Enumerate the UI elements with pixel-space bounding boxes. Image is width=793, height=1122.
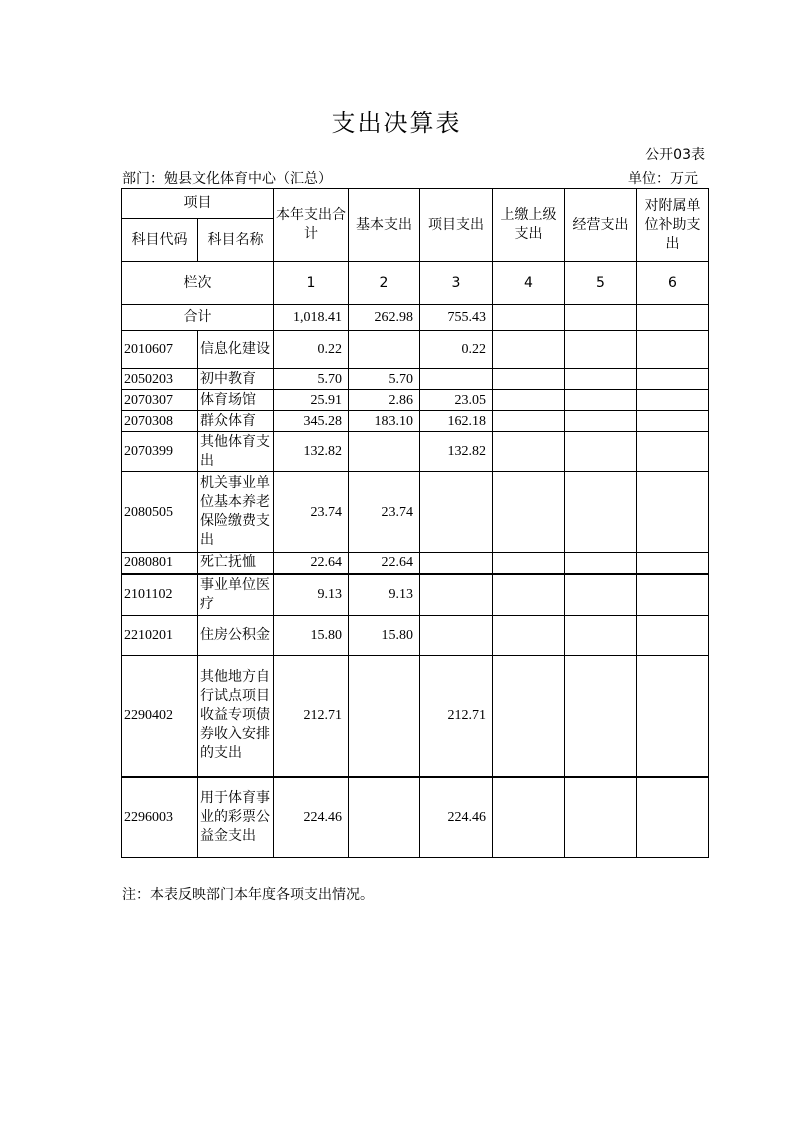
total-row (122, 305, 709, 331)
table-row (122, 574, 709, 616)
col-index-6: 6 (637, 262, 709, 305)
row-c2 (349, 331, 420, 369)
row-c4 (493, 616, 565, 656)
row-c4 (493, 432, 565, 472)
row-c4 (493, 574, 565, 616)
row-code: 2080505 (122, 472, 198, 553)
page-title: 支出决算表 (331, 109, 462, 137)
header-col3: 项目支出 (420, 189, 493, 262)
row-c4 (493, 331, 565, 369)
col-index-5: 5 (565, 262, 637, 305)
total-c4 (493, 305, 565, 331)
table-row (122, 777, 709, 858)
row-c5 (565, 369, 637, 390)
total-c6 (637, 305, 709, 331)
row-name: 用于体育事业的彩票公益金支出 (198, 777, 274, 858)
header-item: 项目 (122, 189, 274, 219)
row-c5 (565, 331, 637, 369)
row-code: 2210201 (122, 616, 198, 656)
total-label: 合计 (122, 305, 274, 331)
row-c5 (565, 656, 637, 777)
row-name: 住房公积金 (198, 616, 274, 656)
col-index-2: 2 (349, 262, 420, 305)
row-c2: 5.70 (349, 369, 420, 390)
table-row (122, 369, 709, 390)
row-c3: 212.71 (420, 656, 493, 777)
row-c3: 224.46 (420, 777, 493, 858)
row-code: 2070308 (122, 411, 198, 432)
header-col5: 经营支出 (565, 189, 637, 262)
row-c3 (420, 616, 493, 656)
row-c5 (565, 432, 637, 472)
row-name: 事业单位医疗 (198, 574, 274, 616)
unit-label: 单位：万元 (628, 171, 698, 187)
row-c2: 183.10 (349, 411, 420, 432)
row-name: 信息化建设 (198, 331, 274, 369)
row-c3 (420, 472, 493, 553)
row-c6 (637, 411, 709, 432)
row-c4 (493, 472, 565, 553)
row-c3 (420, 574, 493, 616)
total-c1: 1,018.41 (274, 305, 349, 331)
row-c3: 0.22 (420, 331, 493, 369)
row-c4 (493, 656, 565, 777)
total-c3: 755.43 (420, 305, 493, 331)
row-name: 体育场馆 (198, 390, 274, 411)
row-c4 (493, 411, 565, 432)
row-c5 (565, 777, 637, 858)
expenditure-table (121, 188, 709, 858)
row-c3 (420, 369, 493, 390)
header-col4: 上缴上级支出 (493, 189, 565, 262)
row-c6 (637, 777, 709, 858)
row-code: 2070307 (122, 390, 198, 411)
row-c5 (565, 390, 637, 411)
row-c3 (420, 553, 493, 574)
row-c5 (565, 472, 637, 553)
row-c2: 15.80 (349, 616, 420, 656)
row-c4 (493, 390, 565, 411)
row-c1: 22.64 (274, 553, 349, 574)
header-name: 科目名称 (198, 219, 274, 262)
form-number: 公开03表 (645, 147, 705, 163)
row-c6 (637, 472, 709, 553)
row-code: 2050203 (122, 369, 198, 390)
row-c2: 2.86 (349, 390, 420, 411)
total-c2: 262.98 (349, 305, 420, 331)
row-c5 (565, 574, 637, 616)
row-code: 2010607 (122, 331, 198, 369)
row-c2 (349, 656, 420, 777)
row-c1: 224.46 (274, 777, 349, 858)
table-row (122, 331, 709, 369)
row-code: 2290402 (122, 656, 198, 777)
row-c2: 23.74 (349, 472, 420, 553)
row-c2 (349, 777, 420, 858)
row-name: 其他地方自行试点项目收益专项债券收入安排的支出 (198, 656, 274, 777)
row-name: 初中教育 (198, 369, 274, 390)
table-row (122, 553, 709, 574)
row-c1: 132.82 (274, 432, 349, 472)
row-code: 2080801 (122, 553, 198, 574)
row-code: 2296003 (122, 777, 198, 858)
row-c6 (637, 553, 709, 574)
header-col6: 对附属单位补助支出 (637, 189, 709, 262)
row-c6 (637, 616, 709, 656)
row-index-label: 栏次 (122, 262, 274, 305)
row-c1: 5.70 (274, 369, 349, 390)
table-row (122, 432, 709, 472)
row-c4 (493, 777, 565, 858)
row-c5 (565, 411, 637, 432)
header-col1: 本年支出合计 (274, 189, 349, 262)
row-c5 (565, 616, 637, 656)
department-label: 部门：勉县文化体育中心（汇总） (122, 171, 332, 187)
row-c1: 25.91 (274, 390, 349, 411)
table-row (122, 390, 709, 411)
row-code: 2070399 (122, 432, 198, 472)
row-c2: 22.64 (349, 553, 420, 574)
row-c6 (637, 656, 709, 777)
row-c5 (565, 553, 637, 574)
row-c6 (637, 369, 709, 390)
row-c1: 0.22 (274, 331, 349, 369)
row-name: 机关事业单位基本养老保险缴费支出 (198, 472, 274, 553)
row-name: 其他体育支出 (198, 432, 274, 472)
table-row (122, 616, 709, 656)
table-row (122, 411, 709, 432)
row-c6 (637, 331, 709, 369)
row-c1: 15.80 (274, 616, 349, 656)
row-c6 (637, 390, 709, 411)
header-code: 科目代码 (122, 219, 198, 262)
row-c1: 345.28 (274, 411, 349, 432)
col-index-4: 4 (493, 262, 565, 305)
row-c3: 23.05 (420, 390, 493, 411)
table-row (122, 472, 709, 553)
row-c1: 23.74 (274, 472, 349, 553)
row-c4 (493, 369, 565, 390)
table-row (122, 656, 709, 777)
header-col2: 基本支出 (349, 189, 420, 262)
row-c1: 212.71 (274, 656, 349, 777)
row-c6 (637, 432, 709, 472)
row-c2: 9.13 (349, 574, 420, 616)
col-index-3: 3 (420, 262, 493, 305)
footnote: 注：本表反映部门本年度各项支出情况。 (122, 887, 374, 903)
row-code: 2101102 (122, 574, 198, 616)
row-c4 (493, 553, 565, 574)
row-c2 (349, 432, 420, 472)
row-c3: 162.18 (420, 411, 493, 432)
row-name: 群众体育 (198, 411, 274, 432)
total-c5 (565, 305, 637, 331)
col-index-1: 1 (274, 262, 349, 305)
row-c1: 9.13 (274, 574, 349, 616)
row-name: 死亡抚恤 (198, 553, 274, 574)
row-c6 (637, 574, 709, 616)
row-c3: 132.82 (420, 432, 493, 472)
